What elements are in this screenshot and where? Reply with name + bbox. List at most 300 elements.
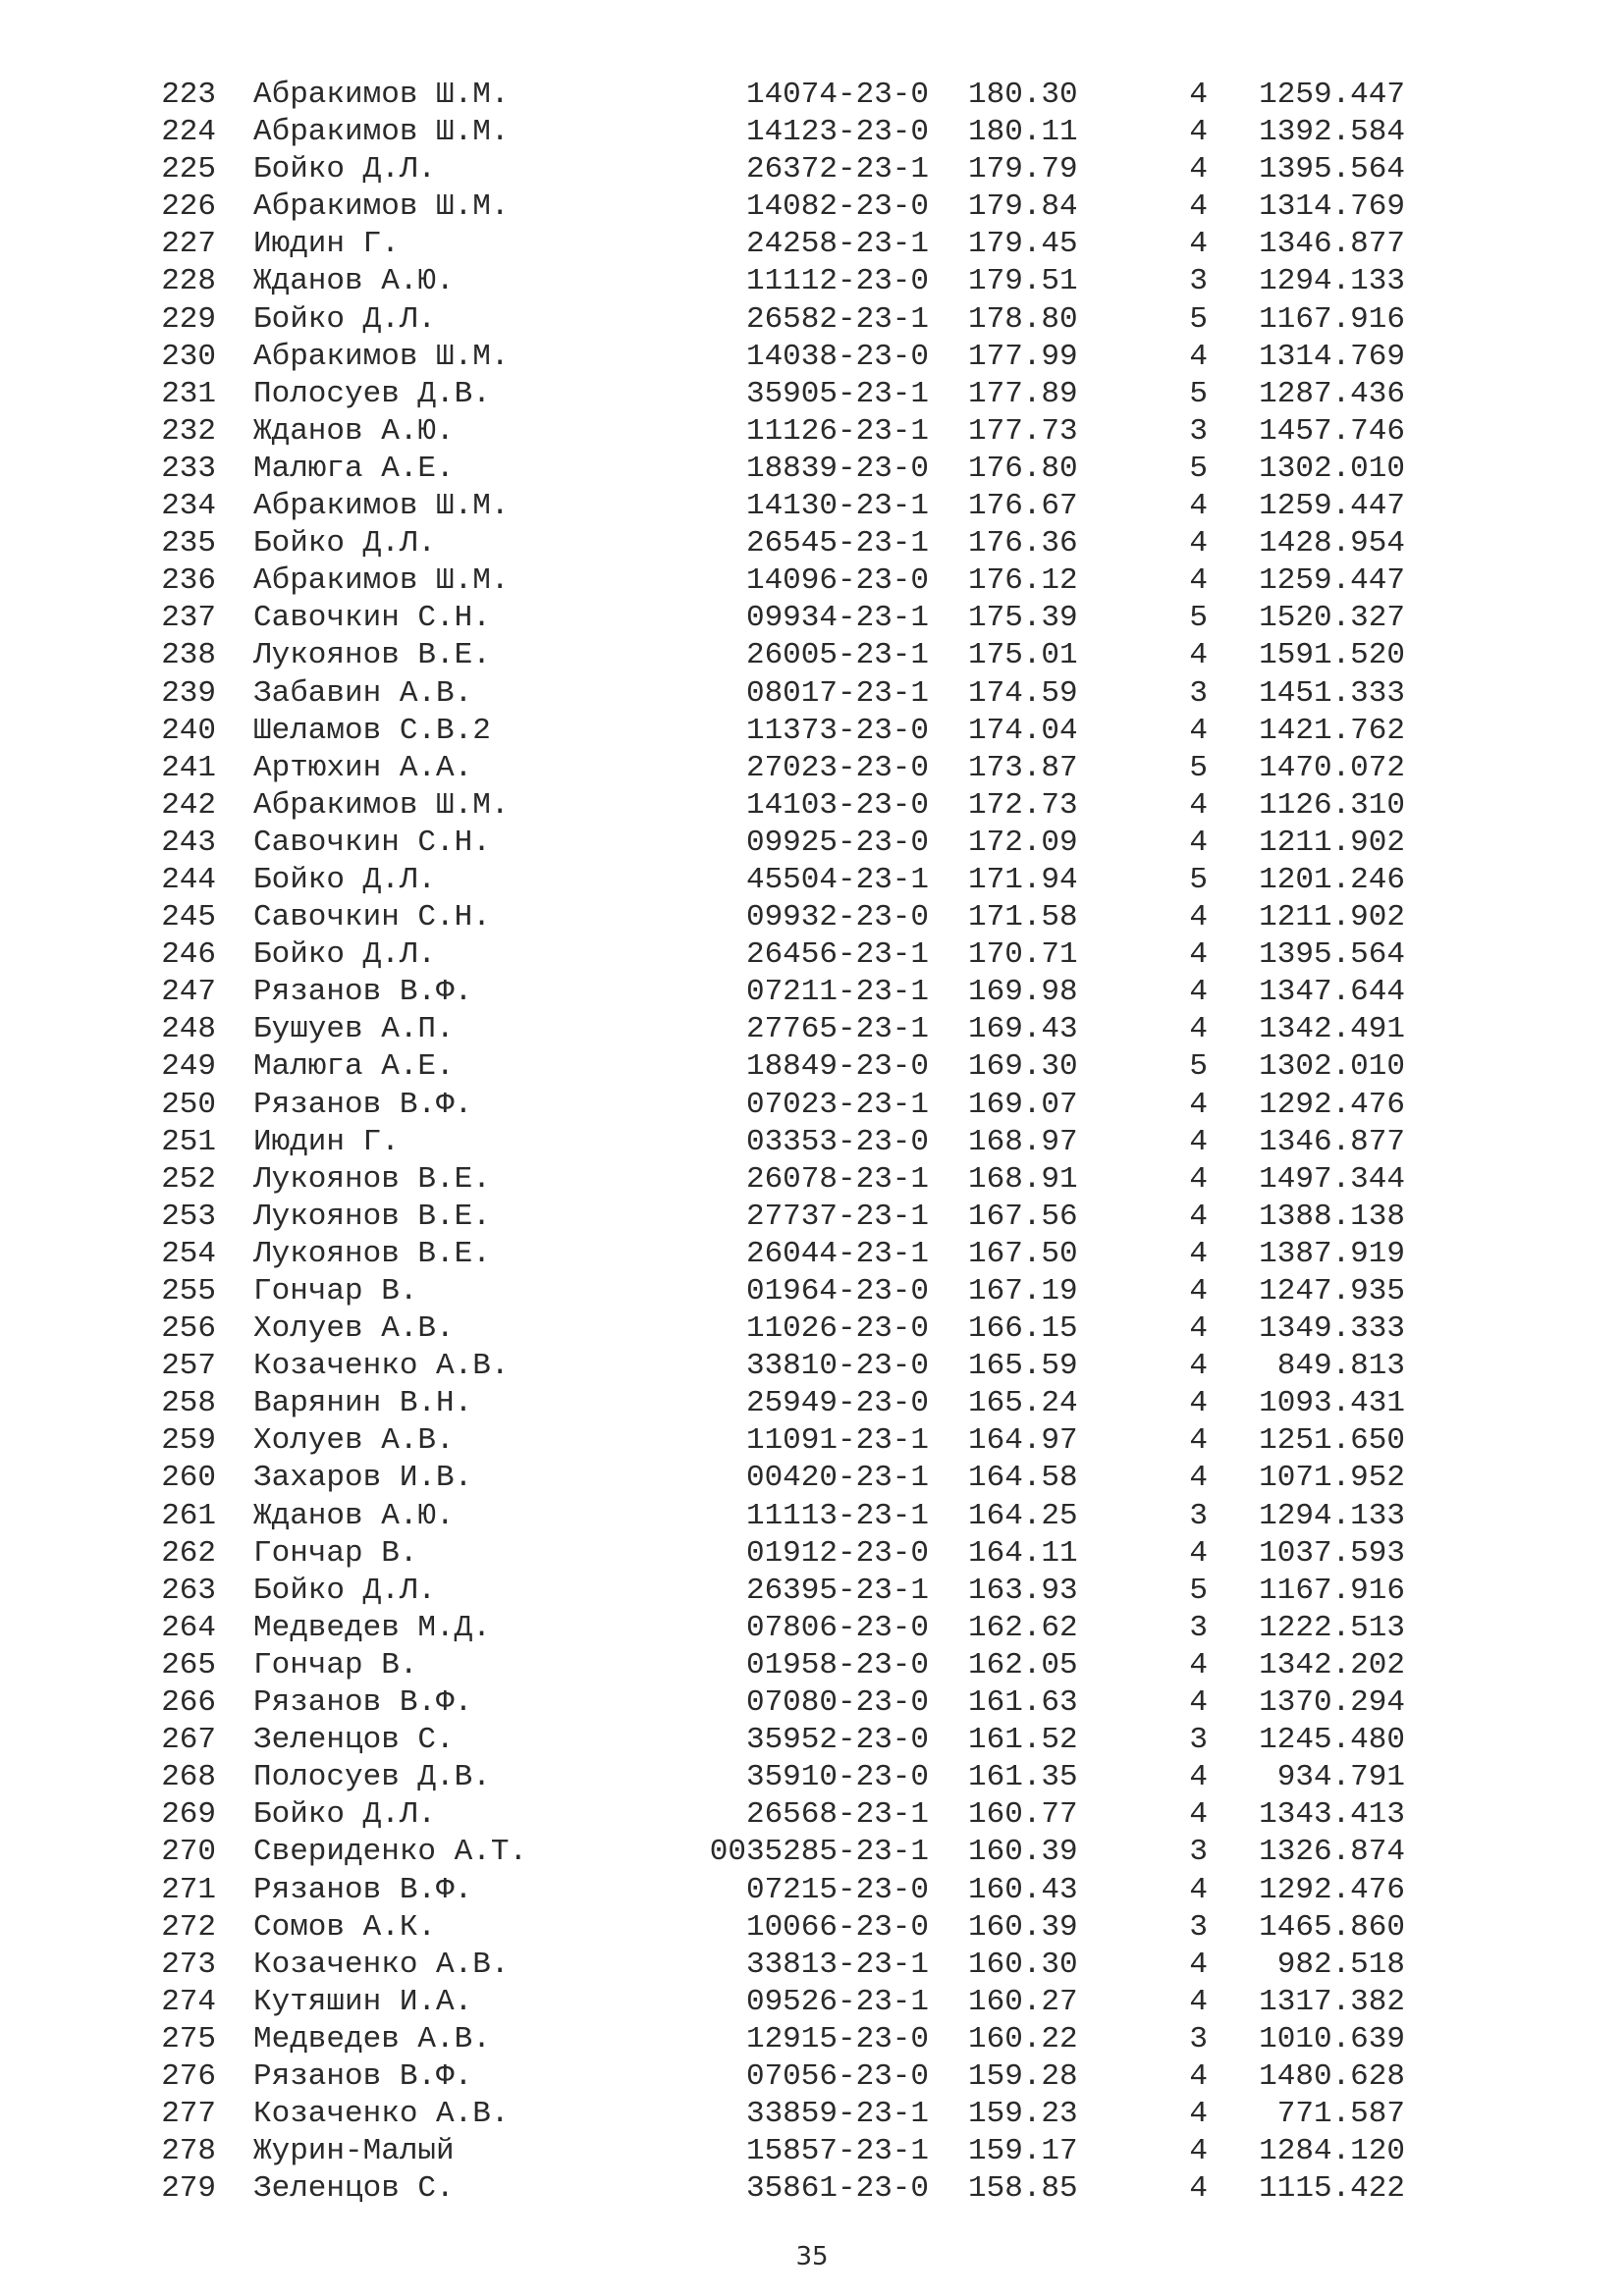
score-value: 164.58: [968, 1461, 1078, 1496]
athlete-name: Абракимов Ш.М.: [253, 563, 510, 599]
entry-code: 07056-23-0: [745, 2058, 929, 2094]
total-value: 1342.202: [1259, 1647, 1405, 1682]
table-row: [0, 451, 1624, 488]
entry-code: 07806-23-0: [745, 1610, 929, 1645]
score-value: 159.23: [968, 2097, 1078, 2132]
score-value: 160.30: [968, 1947, 1078, 1982]
class-value: 5: [1189, 451, 1208, 486]
table-row: [0, 1909, 1624, 1947]
entry-code: 35952-23-0: [745, 1723, 929, 1758]
row-number: 255: [161, 1274, 216, 1308]
entry-code: 26372-23-1: [745, 152, 929, 187]
row-number: 239: [161, 675, 216, 711]
class-value: 4: [1189, 638, 1208, 673]
entry-code: 11091-23-1: [745, 1423, 929, 1459]
row-number: 231: [161, 376, 216, 411]
score-value: 169.30: [968, 1049, 1078, 1085]
table-row: [0, 301, 1624, 339]
table-row: [0, 862, 1624, 899]
entry-code: 11373-23-0: [745, 713, 929, 748]
class-value: 4: [1189, 1760, 1208, 1795]
score-value: 175.39: [968, 601, 1078, 636]
total-value: 1388.138: [1259, 1199, 1405, 1234]
score-value: 166.15: [968, 1311, 1078, 1347]
athlete-name: Полосуев Д.В.: [253, 376, 491, 411]
table-row: [0, 1722, 1624, 1759]
entry-code: 26456-23-1: [745, 937, 929, 973]
class-value: 3: [1189, 1835, 1208, 1870]
entry-code: 14074-23-0: [745, 78, 929, 112]
row-number: 257: [161, 1349, 216, 1384]
class-value: 5: [1189, 601, 1208, 636]
row-number: 249: [161, 1049, 216, 1085]
table-row: [0, 2058, 1624, 2096]
table-row: [0, 1385, 1624, 1422]
score-value: 160.77: [968, 1797, 1078, 1833]
table-row: [0, 339, 1624, 376]
entry-code: 25949-23-0: [745, 1386, 929, 1421]
row-number: 233: [161, 451, 216, 486]
score-value: 180.30: [968, 78, 1078, 112]
row-number: 243: [161, 825, 216, 860]
score-value: 172.73: [968, 787, 1078, 823]
athlete-name: Варянин В.Н.: [253, 1386, 473, 1421]
table-row: [0, 151, 1624, 188]
athlete-name: Гончар В.: [253, 1535, 418, 1571]
class-value: 4: [1189, 2171, 1208, 2207]
total-value: 1167.916: [1259, 301, 1405, 337]
class-value: 4: [1189, 937, 1208, 973]
row-number: 237: [161, 601, 216, 636]
total-value: 1259.447: [1259, 563, 1405, 599]
score-value: 176.36: [968, 526, 1078, 561]
results-table: [0, 77, 1624, 2208]
class-value: 4: [1189, 1161, 1208, 1197]
total-value: 1326.874: [1259, 1835, 1405, 1870]
class-value: 5: [1189, 376, 1208, 411]
athlete-name: Абракимов Ш.М.: [253, 78, 510, 112]
table-row: [0, 1535, 1624, 1573]
entry-code: 08017-23-1: [745, 675, 929, 711]
class-value: 4: [1189, 2134, 1208, 2169]
entry-code: 14130-23-1: [745, 489, 929, 524]
class-value: 5: [1189, 750, 1208, 785]
row-number: 263: [161, 1573, 216, 1608]
total-value: 1342.491: [1259, 1012, 1405, 1047]
total-value: 1392.584: [1259, 115, 1405, 150]
table-row: [0, 1573, 1624, 1610]
row-number: 272: [161, 1909, 216, 1945]
score-value: 169.43: [968, 1012, 1078, 1047]
score-value: 179.51: [968, 264, 1078, 299]
row-number: 264: [161, 1610, 216, 1645]
athlete-name: Абракимов Ш.М.: [253, 489, 510, 524]
score-value: 171.58: [968, 900, 1078, 935]
entry-code: 09925-23-0: [745, 825, 929, 860]
athlete-name: Рязанов В.Ф.: [253, 1087, 473, 1122]
athlete-name: Козаченко А.В.: [253, 1947, 510, 1982]
entry-code: 03353-23-0: [745, 1124, 929, 1159]
score-value: 164.97: [968, 1423, 1078, 1459]
score-value: 171.94: [968, 862, 1078, 897]
class-value: 3: [1189, 1723, 1208, 1758]
table-row: [0, 2021, 1624, 2058]
entry-code: 26078-23-1: [745, 1161, 929, 1197]
athlete-name: Кутяшин И.А.: [253, 1984, 473, 2019]
entry-code: 07023-23-1: [745, 1087, 929, 1122]
table-row: [0, 2096, 1624, 2133]
class-value: 4: [1189, 1012, 1208, 1047]
class-value: 4: [1189, 1797, 1208, 1833]
table-row: [0, 263, 1624, 300]
entry-code: 26582-23-1: [745, 301, 929, 337]
row-number: 256: [161, 1311, 216, 1347]
class-value: 4: [1189, 339, 1208, 374]
total-value: 1349.333: [1259, 1311, 1405, 1347]
class-value: 4: [1189, 1423, 1208, 1459]
total-value: 1287.436: [1259, 376, 1405, 411]
score-value: 173.87: [968, 750, 1078, 785]
table-row: [0, 413, 1624, 451]
score-value: 170.71: [968, 937, 1078, 973]
athlete-name: Забавин А.В.: [253, 675, 473, 711]
entry-code: 27737-23-1: [745, 1199, 929, 1234]
score-value: 161.52: [968, 1723, 1078, 1758]
athlete-name: Бойко Д.Л.: [253, 1573, 437, 1608]
athlete-name: Июдин Г.: [253, 227, 400, 262]
total-value: 1451.333: [1259, 675, 1405, 711]
total-value: 1497.344: [1259, 1161, 1405, 1197]
entry-code: 33813-23-1: [745, 1947, 929, 1982]
table-row: [0, 1610, 1624, 1647]
table-row: [0, 1348, 1624, 1385]
row-number: 273: [161, 1947, 216, 1982]
total-value: 1395.564: [1259, 152, 1405, 187]
total-value: 934.791: [1276, 1760, 1405, 1795]
score-value: 169.07: [968, 1087, 1078, 1122]
score-value: 160.27: [968, 1984, 1078, 2019]
total-value: 1292.476: [1259, 1872, 1405, 1907]
total-value: 1346.877: [1259, 227, 1405, 262]
score-value: 164.11: [968, 1535, 1078, 1571]
athlete-name: Савочкин С.Н.: [253, 825, 491, 860]
score-value: 165.24: [968, 1386, 1078, 1421]
total-value: 1245.480: [1259, 1723, 1405, 1758]
athlete-name: Шеламов С.В.2: [253, 713, 491, 748]
score-value: 169.98: [968, 975, 1078, 1010]
entry-code: 11026-23-0: [745, 1311, 929, 1347]
total-value: 1284.120: [1259, 2134, 1405, 2169]
row-number: 277: [161, 2097, 216, 2132]
row-number: 269: [161, 1797, 216, 1833]
total-value: 1520.327: [1259, 601, 1405, 636]
score-value: 161.63: [968, 1685, 1078, 1721]
table-row: [0, 1048, 1624, 1086]
score-value: 168.91: [968, 1161, 1078, 1197]
row-number: 260: [161, 1461, 216, 1496]
entry-code: 10066-23-0: [745, 1909, 929, 1945]
row-number: 265: [161, 1647, 216, 1682]
table-row: [0, 825, 1624, 862]
row-number: 238: [161, 638, 216, 673]
class-value: 5: [1189, 862, 1208, 897]
entry-code: 01958-23-0: [745, 1647, 929, 1682]
table-row: [0, 2133, 1624, 2170]
athlete-name: Захаров И.В.: [253, 1461, 473, 1496]
total-value: 1346.877: [1259, 1124, 1405, 1159]
table-row: [0, 114, 1624, 151]
total-value: 771.587: [1276, 2097, 1405, 2132]
class-value: 4: [1189, 563, 1208, 599]
score-value: 179.45: [968, 227, 1078, 262]
entry-code: 26545-23-1: [745, 526, 929, 561]
total-value: 1037.593: [1259, 1535, 1405, 1571]
row-number: 253: [161, 1199, 216, 1234]
row-number: 240: [161, 713, 216, 748]
entry-code: 15857-23-1: [745, 2134, 929, 2169]
row-number: 279: [161, 2171, 216, 2207]
class-value: 4: [1189, 189, 1208, 225]
row-number: 259: [161, 1423, 216, 1459]
athlete-name: Абракимов Ш.М.: [253, 189, 510, 225]
table-row: [0, 1310, 1624, 1348]
score-value: 172.09: [968, 825, 1078, 860]
athlete-name: Журин-Малый: [253, 2134, 455, 2169]
score-value: 167.19: [968, 1274, 1078, 1308]
class-value: 4: [1189, 489, 1208, 524]
athlete-name: Холуев А.В.: [253, 1423, 455, 1459]
row-number: 241: [161, 750, 216, 785]
total-value: 1591.520: [1259, 638, 1405, 673]
entry-code: 33810-23-0: [745, 1349, 929, 1384]
entry-code: 35861-23-0: [745, 2171, 929, 2207]
table-row: [0, 899, 1624, 936]
table-row: [0, 1087, 1624, 1124]
athlete-name: Жданов А.Ю.: [253, 1498, 455, 1533]
table-row: [0, 600, 1624, 637]
athlete-name: Лукоянов В.Е.: [253, 1236, 491, 1271]
athlete-name: Медведев М.Д.: [253, 1610, 491, 1645]
athlete-name: Полосуев Д.В.: [253, 1760, 491, 1795]
row-number: 268: [161, 1760, 216, 1795]
class-value: 5: [1189, 301, 1208, 337]
class-value: 4: [1189, 825, 1208, 860]
total-value: 1314.769: [1259, 189, 1405, 225]
athlete-name: Жданов А.Ю.: [253, 413, 455, 449]
score-value: 175.01: [968, 638, 1078, 673]
class-value: 3: [1189, 1909, 1208, 1945]
score-value: 177.89: [968, 376, 1078, 411]
athlete-name: Абракимов Ш.М.: [253, 787, 510, 823]
class-value: 4: [1189, 1872, 1208, 1907]
entry-code: 33859-23-1: [745, 2097, 929, 2132]
athlete-name: Савочкин С.Н.: [253, 601, 491, 636]
athlete-name: Бойко Д.Л.: [253, 862, 437, 897]
class-value: 4: [1189, 1199, 1208, 1234]
row-number: 271: [161, 1872, 216, 1907]
row-number: 235: [161, 526, 216, 561]
table-row: [0, 2170, 1624, 2208]
row-number: 225: [161, 152, 216, 187]
score-value: 159.17: [968, 2134, 1078, 2169]
table-row: [0, 1947, 1624, 1984]
table-row: [0, 1460, 1624, 1497]
athlete-name: Лукоянов В.Е.: [253, 638, 491, 673]
table-row: [0, 1984, 1624, 2021]
class-value: 4: [1189, 152, 1208, 187]
table-row: [0, 750, 1624, 787]
table-row: [0, 1011, 1624, 1048]
class-value: 4: [1189, 1087, 1208, 1122]
entry-code: 35910-23-0: [745, 1760, 929, 1795]
athlete-name: Абракимов Ш.М.: [253, 339, 510, 374]
total-value: 1201.246: [1259, 862, 1405, 897]
class-value: 4: [1189, 900, 1208, 935]
score-value: 177.73: [968, 413, 1078, 449]
table-row: [0, 562, 1624, 600]
class-value: 4: [1189, 1311, 1208, 1347]
athlete-name: Жданов А.Ю.: [253, 264, 455, 299]
entry-code: 11126-23-1: [745, 413, 929, 449]
total-value: 1343.413: [1259, 1797, 1405, 1833]
table-row: [0, 77, 1624, 114]
table-row: [0, 675, 1624, 713]
table-row: [0, 1236, 1624, 1273]
score-value: 162.62: [968, 1610, 1078, 1645]
entry-code: 27023-23-0: [745, 750, 929, 785]
athlete-name: Гончар В.: [253, 1274, 418, 1308]
total-value: 1251.650: [1259, 1423, 1405, 1459]
class-value: 3: [1189, 2021, 1208, 2056]
score-value: 159.28: [968, 2058, 1078, 2094]
total-value: 1470.072: [1259, 750, 1405, 785]
entry-code: 09934-23-1: [745, 601, 929, 636]
entry-code: 0035285-23-1: [709, 1835, 929, 1870]
score-value: 168.97: [968, 1124, 1078, 1159]
entry-code: 11112-23-0: [745, 264, 929, 299]
table-row: [0, 1796, 1624, 1834]
class-value: 4: [1189, 1236, 1208, 1271]
row-number: 262: [161, 1535, 216, 1571]
total-value: 1314.769: [1259, 339, 1405, 374]
athlete-name: Абракимов Ш.М.: [253, 115, 510, 150]
total-value: 1302.010: [1259, 451, 1405, 486]
total-value: 1167.916: [1259, 1573, 1405, 1608]
athlete-name: Медведев А.В.: [253, 2021, 491, 2056]
row-number: 223: [161, 78, 216, 112]
row-number: 226: [161, 189, 216, 225]
score-value: 160.22: [968, 2021, 1078, 2056]
class-value: 4: [1189, 713, 1208, 748]
total-value: 1010.639: [1259, 2021, 1405, 2056]
row-number: 250: [161, 1087, 216, 1122]
total-value: 1317.382: [1259, 1984, 1405, 2019]
table-row: [0, 1199, 1624, 1236]
total-value: 1294.133: [1259, 1498, 1405, 1533]
class-value: 4: [1189, 1685, 1208, 1721]
total-value: 1222.513: [1259, 1610, 1405, 1645]
row-number: 254: [161, 1236, 216, 1271]
class-value: 3: [1189, 1610, 1208, 1645]
entry-code: 07215-23-0: [745, 1872, 929, 1907]
entry-code: 01964-23-0: [745, 1274, 929, 1308]
athlete-name: Бойко Д.Л.: [253, 937, 437, 973]
class-value: 4: [1189, 227, 1208, 262]
row-number: 258: [161, 1386, 216, 1421]
table-row: [0, 1647, 1624, 1684]
score-value: 158.85: [968, 2171, 1078, 2207]
athlete-name: Козаченко А.В.: [253, 1349, 510, 1384]
score-value: 179.84: [968, 189, 1078, 225]
score-value: 160.43: [968, 1872, 1078, 1907]
class-value: 4: [1189, 1274, 1208, 1308]
class-value: 4: [1189, 1535, 1208, 1571]
score-value: 179.79: [968, 152, 1078, 187]
score-value: 177.99: [968, 339, 1078, 374]
row-number: 261: [161, 1498, 216, 1533]
row-number: 252: [161, 1161, 216, 1197]
table-row: [0, 226, 1624, 263]
class-value: 4: [1189, 1349, 1208, 1384]
entry-code: 14038-23-0: [745, 339, 929, 374]
table-row: [0, 1161, 1624, 1199]
score-value: 178.80: [968, 301, 1078, 337]
athlete-name: Рязанов В.Ф.: [253, 2058, 473, 2094]
entry-code: 14103-23-0: [745, 787, 929, 823]
row-number: 228: [161, 264, 216, 299]
total-value: 1347.644: [1259, 975, 1405, 1010]
total-value: 1421.762: [1259, 713, 1405, 748]
entry-code: 12915-23-0: [745, 2021, 929, 2056]
total-value: 1247.935: [1259, 1274, 1405, 1308]
total-value: 1292.476: [1259, 1087, 1405, 1122]
score-value: 165.59: [968, 1349, 1078, 1384]
score-value: 167.50: [968, 1236, 1078, 1271]
table-row: [0, 974, 1624, 1011]
page-number: 35: [795, 2242, 829, 2271]
athlete-name: Зеленцов С.: [253, 1723, 455, 1758]
class-value: 4: [1189, 1461, 1208, 1496]
total-value: 982.518: [1276, 1947, 1405, 1982]
table-row: [0, 787, 1624, 825]
total-value: 1093.431: [1259, 1386, 1405, 1421]
total-value: 1457.746: [1259, 413, 1405, 449]
entry-code: 26044-23-1: [745, 1236, 929, 1271]
row-number: 276: [161, 2058, 216, 2094]
score-value: 163.93: [968, 1573, 1078, 1608]
total-value: 1115.422: [1259, 2171, 1405, 2207]
entry-code: 26568-23-1: [745, 1797, 929, 1833]
athlete-name: Бойко Д.Л.: [253, 152, 437, 187]
score-value: 176.80: [968, 451, 1078, 486]
class-value: 4: [1189, 2058, 1208, 2094]
entry-code: 00420-23-1: [745, 1461, 929, 1496]
row-number: 230: [161, 339, 216, 374]
total-value: 1211.902: [1259, 825, 1405, 860]
row-number: 242: [161, 787, 216, 823]
class-value: 4: [1189, 78, 1208, 112]
row-number: 224: [161, 115, 216, 150]
athlete-name: Бушуев А.П.: [253, 1012, 455, 1047]
class-value: 4: [1189, 115, 1208, 150]
score-value: 174.59: [968, 675, 1078, 711]
total-value: 1071.952: [1259, 1461, 1405, 1496]
total-value: 1302.010: [1259, 1049, 1405, 1085]
athlete-name: Бойко Д.Л.: [253, 1797, 437, 1833]
table-row: [0, 713, 1624, 750]
total-value: 1211.902: [1259, 900, 1405, 935]
row-number: 267: [161, 1723, 216, 1758]
